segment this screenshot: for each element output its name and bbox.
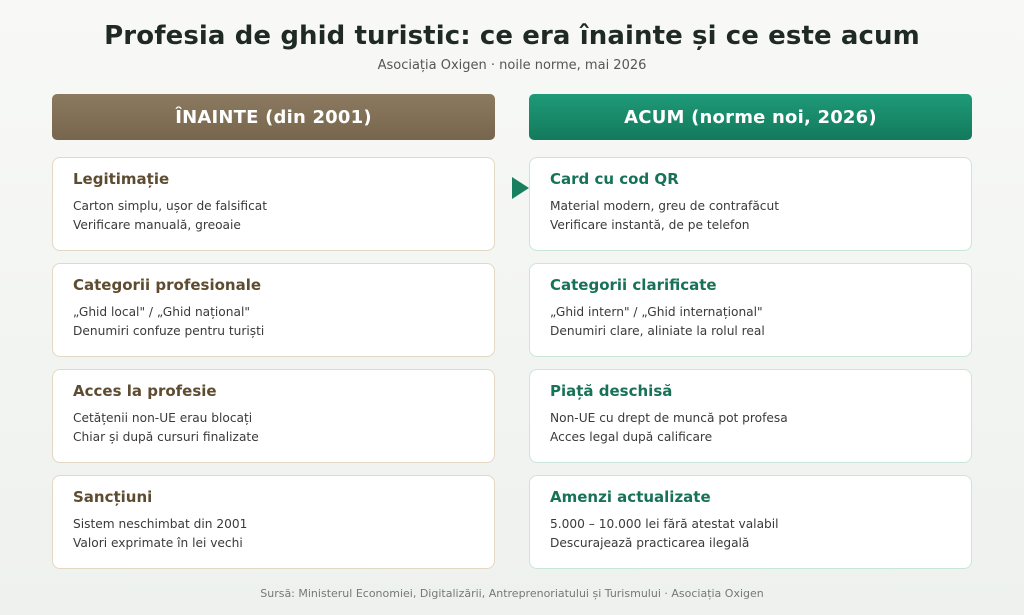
card-line: „Ghid intern" / „Ghid internațional" xyxy=(550,305,763,319)
card-title: Categorii clarificate xyxy=(550,276,717,294)
after-card-id xyxy=(529,157,972,251)
card-title: Categorii profesionale xyxy=(73,276,262,294)
page-title: Profesia de ghid turistic: ce era înainte și ce este acum xyxy=(104,21,920,51)
card-line: Denumiri clare, aliniate la rolul real xyxy=(550,324,765,338)
before-card-sanctions xyxy=(52,475,495,569)
card-line: Sistem neschimbat din 2001 xyxy=(73,517,248,531)
card-title: Acces la profesie xyxy=(73,382,217,400)
before-column-header: ÎNAINTE (din 2001) xyxy=(52,94,495,140)
card-line: Non-UE cu drept de muncă pot profesa xyxy=(550,411,788,425)
card-title: Legitimație xyxy=(73,170,170,188)
card-line: Chiar și după cursuri finalizate xyxy=(73,430,259,444)
card-title: Card cu cod QR xyxy=(550,170,679,188)
card-line: Denumiri confuze pentru turiști xyxy=(73,324,265,338)
card-title: Piață deschisă xyxy=(550,382,673,400)
card-title: Sancțiuni xyxy=(73,488,153,506)
before-card-access xyxy=(52,369,495,463)
card-line: Verificare manuală, greoaie xyxy=(73,218,241,232)
card-title: Amenzi actualizate xyxy=(550,488,711,506)
page-subtitle: Asociația Oxigen · noile norme, mai 2026 xyxy=(377,58,647,73)
card-line: Material modern, greu de contrafăcut xyxy=(550,199,780,213)
card-line: Descurajează practicarea ilegală xyxy=(550,536,750,550)
after-card-market xyxy=(529,369,972,463)
card-line: Acces legal după calificare xyxy=(550,430,713,444)
after-card-fines xyxy=(529,475,972,569)
arrow-right-icon xyxy=(512,177,529,199)
before-card-categories xyxy=(52,263,495,357)
before-card-id xyxy=(52,157,495,251)
card-line: Verificare instantă, de pe telefon xyxy=(550,218,750,232)
card-line: Cetățenii non-UE erau blocați xyxy=(73,411,253,425)
card-line: 5.000 – 10.000 lei fără atestat valabil xyxy=(550,517,779,531)
source-footer: Sursă: Ministerul Economiei, Digitalizării, Antreprenoriatului și Turismului · Asociația Oxigen xyxy=(260,587,764,600)
after-card-categories xyxy=(529,263,972,357)
card-line: „Ghid local" / „Ghid național" xyxy=(73,305,250,319)
card-line: Valori exprimate în lei vechi xyxy=(73,536,243,550)
card-line: Carton simplu, ușor de falsificat xyxy=(73,199,268,213)
after-column-header: ACUM (norme noi, 2026) xyxy=(529,94,972,140)
